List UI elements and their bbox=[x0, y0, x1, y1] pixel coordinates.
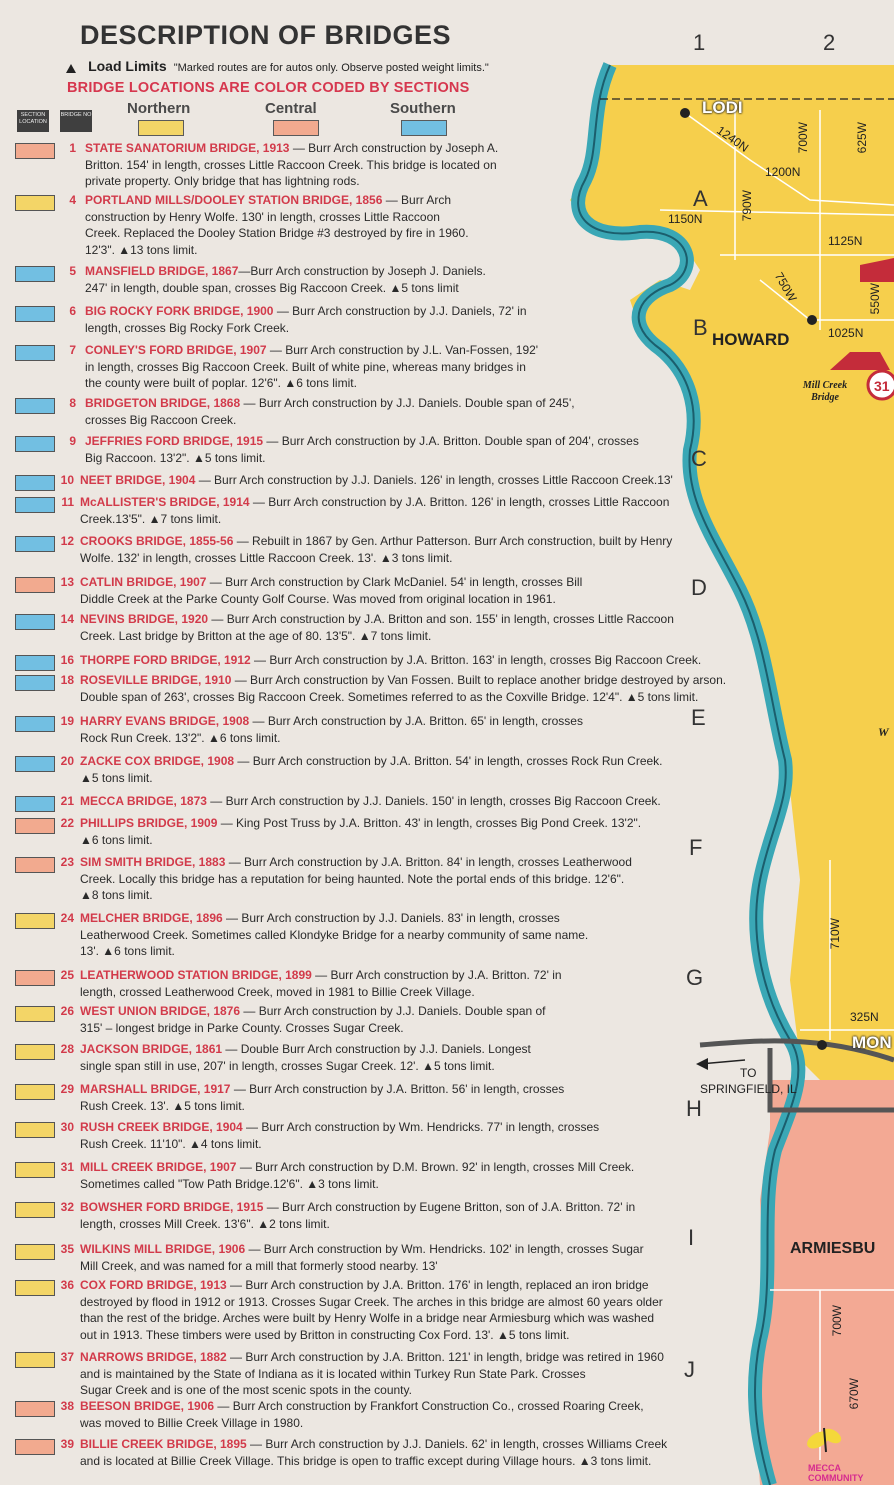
bridge-description bbox=[80, 1349, 664, 1399]
description-line bbox=[85, 263, 486, 280]
bridge-description bbox=[80, 611, 674, 644]
bridge-number: 38 bbox=[60, 1399, 74, 1413]
bridge-number: 4 bbox=[69, 193, 76, 207]
description-line: Double span of 263', crosses Big Raccoon Creek. Sometimes referred to as the Coxville Bridge. 12'4". ▲5 tons limit. bbox=[80, 689, 699, 704]
map-row-A: A bbox=[693, 186, 708, 211]
section-color-swatch bbox=[15, 577, 55, 593]
section-color-swatch bbox=[15, 1084, 55, 1100]
section-color-swatch bbox=[15, 1044, 55, 1060]
bridge-name: ZACKE COX BRIDGE, 1908 bbox=[80, 754, 235, 768]
description-line bbox=[85, 140, 498, 157]
bridge-name: WILKINS MILL BRIDGE, 1906 bbox=[80, 1242, 246, 1256]
legend-southern-swatch bbox=[401, 120, 447, 136]
road-label: 1125N bbox=[828, 234, 863, 248]
description-line: length, crosses Big Rocky Fork Creek. bbox=[85, 320, 290, 335]
description-line bbox=[85, 433, 639, 450]
bridge-number: 8 bbox=[69, 396, 76, 410]
section-color-swatch bbox=[15, 1280, 55, 1296]
description-text: — Burr Arch construction by J.J. Daniels, 72' in bbox=[273, 304, 527, 318]
description-line bbox=[80, 494, 669, 511]
description-line: single span still in use, 207' in length, crosses Sugar Creek. 12'. ▲5 tons limit. bbox=[80, 1058, 495, 1073]
road-label: 1150N bbox=[668, 212, 703, 226]
road-label: 700W bbox=[830, 1305, 844, 1337]
bridge-description bbox=[85, 342, 538, 392]
description-line: Rush Creek. 13'. ▲5 tons limit. bbox=[80, 1098, 245, 1113]
bridge-name: COX FORD BRIDGE, 1913 bbox=[80, 1278, 227, 1292]
legend-central-label: Central bbox=[265, 100, 317, 117]
road-label: 1025N bbox=[828, 326, 864, 340]
section-color-swatch bbox=[15, 796, 55, 812]
description-line bbox=[85, 342, 538, 359]
description-text: — Burr Arch construction by J.J. Daniels. 126' in length, crosses Little Raccoon Creek.13' bbox=[195, 473, 673, 487]
description-line bbox=[80, 815, 641, 832]
section-color-swatch bbox=[15, 1244, 55, 1260]
description-line bbox=[80, 533, 672, 550]
description-line: Wolfe. 132' in length, crosses Little Raccoon Creek. 13'. ▲3 tons limit. bbox=[80, 550, 453, 565]
bridge-number: 13 bbox=[60, 575, 74, 589]
bridge-number: 7 bbox=[69, 343, 76, 357]
bridge-description bbox=[80, 1159, 634, 1192]
bridge-number: 11 bbox=[61, 495, 74, 509]
bridge-name: BRIDGETON BRIDGE, 1868 bbox=[85, 396, 241, 410]
route-31-shield: 31 bbox=[874, 378, 890, 394]
description-line: length, crossed Leatherwood Creek, moved in 1981 to Billie Creek Village. bbox=[80, 984, 475, 999]
bridge-name: THORPE FORD BRIDGE, 1912 bbox=[80, 653, 251, 667]
description-text: — Burr Arch construction by J.A. Britton. 54' in length, crosses Rock Run Creek. bbox=[234, 754, 663, 768]
legend-southern-label: Southern bbox=[390, 100, 456, 117]
bridge-number: 36 bbox=[60, 1278, 74, 1292]
bridge-description bbox=[80, 672, 726, 705]
description-text: — Rebuilt in 1867 by Gen. Arthur Patterson. Burr Arch construction, built by Henry bbox=[233, 534, 673, 548]
bridge-number: 1 bbox=[69, 141, 76, 155]
bridge-name: NARROWS BRIDGE, 1882 bbox=[80, 1350, 227, 1364]
bridge-name: JEFFRIES FORD BRIDGE, 1915 bbox=[85, 434, 264, 448]
town-howard: HOWARD bbox=[712, 330, 790, 349]
description-line: ▲6 tons limit. bbox=[80, 832, 153, 847]
description-line bbox=[80, 1436, 667, 1453]
section-color-swatch bbox=[15, 143, 55, 159]
description-line: Big Raccoon. 13'2". ▲5 tons limit. bbox=[85, 450, 266, 465]
section-color-swatch bbox=[15, 1162, 55, 1178]
description-line: 247' in length, double span, crosses Big Raccoon Creek. ▲5 tons limit bbox=[85, 280, 459, 295]
bridge-name: HARRY EVANS BRIDGE, 1908 bbox=[80, 714, 250, 728]
description-text: — Burr Arch construction by J.J. Daniels. 83' in length, crosses bbox=[222, 911, 560, 925]
bridge-name: BIG ROCKY FORK BRIDGE, 1900 bbox=[85, 304, 274, 318]
description-text: — Burr Arch construction by J.J. Daniels. 150' in length, crosses Big Raccoon Creek. bbox=[206, 794, 661, 808]
description-line bbox=[85, 395, 575, 412]
description-line: ▲8 tons limit. bbox=[80, 888, 153, 902]
map-row-C: C bbox=[691, 446, 707, 471]
section-color-swatch bbox=[15, 306, 55, 322]
bridge-number: 35 bbox=[60, 1242, 74, 1256]
section-color-swatch bbox=[15, 716, 55, 732]
description-text: — Burr Arch construction by J.A. Britton. 176' in length, replaced an iron bridge bbox=[226, 1278, 649, 1292]
to-label: TO bbox=[740, 1066, 757, 1080]
legend-northern-label: Northern bbox=[127, 100, 191, 117]
bridge-name: RUSH CREEK BRIDGE, 1904 bbox=[80, 1120, 243, 1134]
bridge-description bbox=[80, 494, 669, 527]
bridge-description bbox=[85, 263, 486, 296]
description-line bbox=[80, 753, 663, 770]
bridge-number: 10 bbox=[60, 473, 74, 487]
bridge-number: 29 bbox=[60, 1082, 74, 1096]
map-row-H: H bbox=[686, 1096, 702, 1121]
description-line bbox=[80, 1119, 599, 1136]
section-color-swatch bbox=[15, 475, 55, 491]
bridge-name: CROOKS BRIDGE, 1855-56 bbox=[80, 534, 234, 548]
bridge-name: MELCHER BRIDGE, 1896 bbox=[80, 911, 223, 925]
section-color-swatch bbox=[15, 1006, 55, 1022]
bridge-description bbox=[80, 854, 632, 904]
bridge-name: BILLIE CREEK BRIDGE, 1895 bbox=[80, 1437, 247, 1451]
description-text: — Burr Arch construction by D.M. Brown. 92' in length, crosses Mill Creek. bbox=[236, 1160, 635, 1174]
section-color-swatch bbox=[15, 1439, 55, 1455]
road-label: 550W bbox=[868, 283, 882, 315]
bridge-number: 25 bbox=[60, 968, 74, 982]
bridge-name: BEESON BRIDGE, 1906 bbox=[80, 1399, 215, 1413]
description-text: — Burr Arch construction by J.J. Daniels. Double span of bbox=[240, 1004, 546, 1018]
bridge-name: MILL CREEK BRIDGE, 1907 bbox=[80, 1160, 237, 1174]
description-line: Diddle Creek at the Parke County Golf Course. Was moved from original location in 1961. bbox=[80, 591, 556, 606]
description-line: construction by Henry Wolfe. 130' in length, crosses Little Raccoon bbox=[85, 209, 440, 224]
description-line: Sugar Creek and is one of the most scenic spots in the county. bbox=[80, 1383, 412, 1397]
description-text: — Burr Arch construction by J.L. Van-Fossen, 192' bbox=[266, 343, 539, 357]
description-line: Leatherwood Creek. Sometimes called Klondyke Bridge for a nearby community of same name. bbox=[80, 927, 589, 942]
map-column-2: 2 bbox=[823, 30, 836, 55]
bridge-name: WEST UNION BRIDGE, 1876 bbox=[80, 1004, 241, 1018]
map-row-J: J bbox=[684, 1357, 695, 1382]
description-line bbox=[80, 652, 701, 669]
road-label: 1200N bbox=[765, 165, 801, 179]
section-color-swatch bbox=[15, 756, 55, 772]
description-line bbox=[85, 303, 527, 320]
bridge-description bbox=[85, 395, 575, 428]
section-color-swatch bbox=[15, 857, 55, 873]
description-line bbox=[80, 1277, 663, 1294]
section-color-swatch bbox=[15, 675, 55, 691]
section-color-swatch bbox=[15, 1401, 55, 1417]
bridge-description bbox=[80, 1081, 564, 1114]
bridge-description bbox=[80, 1277, 663, 1343]
bridge-name: ROSEVILLE BRIDGE, 1910 bbox=[80, 673, 232, 687]
bridge-name: PHILLIPS BRIDGE, 1909 bbox=[80, 816, 218, 830]
section-color-swatch bbox=[15, 266, 55, 282]
town-lodi: LODI bbox=[702, 98, 743, 117]
description-line bbox=[80, 1398, 644, 1415]
bridge-number: 21 bbox=[60, 794, 74, 808]
load-limits-row bbox=[66, 58, 489, 74]
bridge-description bbox=[80, 1199, 635, 1232]
legend-northern-swatch bbox=[138, 120, 184, 136]
description-line: out in 1913. These timbers were used by Britton in constructing Cox Ford. 13'. ▲5 tons limit. bbox=[80, 1327, 570, 1342]
legend-central-swatch bbox=[273, 120, 319, 136]
description-text: —Burr Arch construction by Joseph J. Daniels. bbox=[238, 264, 486, 278]
bridge-number: 24 bbox=[60, 911, 74, 925]
bridge-description bbox=[80, 1003, 546, 1036]
road-label: 750W bbox=[771, 269, 800, 305]
bridge-name: MANSFIELD BRIDGE, 1867 bbox=[85, 264, 239, 278]
description-line bbox=[80, 672, 726, 689]
description-line: private property. Only bridge that has lightning rods. bbox=[85, 174, 360, 188]
description-line: Britton. 154' in length, crosses Little Raccoon Creek. This bridge is located on bbox=[85, 157, 497, 172]
description-text: — Burr Arch construction by Wm. Hendricks. 102' in length, crosses Sugar bbox=[245, 1242, 644, 1256]
bridge-name: CATLIN BRIDGE, 1907 bbox=[80, 575, 207, 589]
description-line: 315' – longest bridge in Parke County. Crosses Sugar Creek. bbox=[80, 1020, 404, 1035]
bridge-description bbox=[80, 815, 641, 848]
bridge-name: STATE SANATORIUM BRIDGE, 1913 bbox=[85, 141, 290, 155]
mecca-community-label: MECCA COMMUNITY bbox=[808, 1463, 864, 1483]
we-label: W bbox=[878, 725, 889, 739]
town-montezuma: MON bbox=[852, 1033, 892, 1052]
section-color-swatch bbox=[15, 436, 55, 452]
bridge-number: 14 bbox=[60, 612, 74, 626]
description-line bbox=[80, 910, 588, 927]
bridge-number: 12 bbox=[60, 534, 74, 548]
load-limits-note: "Marked routes are for autos only. Observe posted weight limits." bbox=[173, 62, 489, 74]
description-line bbox=[80, 793, 661, 810]
color-code-heading: BRIDGE LOCATIONS ARE COLOR CODED BY SECTIONS bbox=[67, 80, 470, 96]
description-line: ▲5 tons limit. bbox=[80, 770, 153, 785]
bridge-description bbox=[80, 574, 582, 607]
description-line bbox=[85, 192, 469, 209]
bridge-name: McALLISTER'S BRIDGE, 1914 bbox=[80, 495, 250, 509]
description-line: Mill Creek, and was named for a mill that formerly stood nearby. 13' bbox=[80, 1258, 438, 1273]
map-row-G: G bbox=[686, 965, 704, 990]
description-line: destroyed by flood in 1912 or 1913. Crosses Sugar Creek. The arches in this bridge are almost 60 years older bbox=[80, 1294, 663, 1309]
description-line bbox=[80, 574, 582, 591]
bridge-description bbox=[80, 967, 562, 1000]
bridge-number: 37 bbox=[60, 1350, 74, 1364]
bridge-description bbox=[80, 1119, 599, 1152]
description-line: and is located at Billie Creek Village. This bridge is open to traffic except during Village hours. ▲3 tons limit. bbox=[80, 1453, 652, 1468]
description-line: Creek. Replaced the Dooley Station Bridge #3 destroyed by fire in 1960. bbox=[85, 226, 469, 240]
description-line: Rock Run Creek. 13'2". ▲6 tons limit. bbox=[80, 730, 281, 745]
bridge-number: 19 bbox=[60, 714, 74, 728]
road-label: 625W bbox=[855, 122, 869, 154]
description-line: crosses Big Raccoon Creek. bbox=[85, 412, 237, 427]
bridge-description bbox=[85, 192, 469, 258]
description-line: length, crosses Mill Creek. 13'6". ▲2 tons limit. bbox=[80, 1216, 330, 1231]
section-color-swatch bbox=[15, 398, 55, 414]
bridge-number: 6 bbox=[69, 304, 76, 318]
bridge-description bbox=[80, 713, 583, 746]
section-color-swatch bbox=[15, 655, 55, 671]
bridge-description bbox=[80, 1436, 667, 1469]
description-line bbox=[80, 854, 632, 871]
description-line: Creek.13'5". ▲7 tons limit. bbox=[80, 511, 222, 526]
description-line bbox=[80, 1041, 531, 1058]
bridge-name: MARSHALL BRIDGE, 1917 bbox=[80, 1082, 231, 1096]
bridge-description bbox=[85, 303, 527, 336]
description-text: — Burr Arch construction by Clark McDaniel. 54' in length, crosses Bill bbox=[206, 575, 583, 589]
road-label: 325N bbox=[850, 1010, 879, 1024]
bridge-description bbox=[80, 1398, 644, 1431]
description-text: — Burr Arch bbox=[382, 193, 452, 207]
description-text: — Burr Arch construction by J.J. Daniels. Double span of 245', bbox=[240, 396, 575, 410]
description-text: — Burr Arch construction by Wm. Hendricks. 77' in length, crosses bbox=[242, 1120, 600, 1134]
description-text: — King Post Truss by J.A. Britton. 43' in length, crosses Big Pond Creek. 13'2". bbox=[217, 816, 642, 830]
bridge-number: 32 bbox=[60, 1200, 74, 1214]
description-text: — Double Burr Arch construction by J.J. Daniels. Longest bbox=[222, 1042, 531, 1056]
bridge-description bbox=[80, 533, 672, 566]
section-location-header: SECTION LOCATION bbox=[17, 110, 49, 132]
bridge-name: NEET BRIDGE, 1904 bbox=[80, 473, 196, 487]
description-text: — Burr Arch construction by J.J. Daniels. 62' in length, crosses Williams Creek bbox=[246, 1437, 668, 1451]
description-text: — Burr Arch construction by J.A. Britton. 121' in length, bridge was retired in 1960 bbox=[226, 1350, 664, 1364]
description-line bbox=[80, 1159, 634, 1176]
description-text: — Burr Arch construction by J.A. Britton. 126' in length, crosses Little Raccoon bbox=[249, 495, 670, 509]
map-row-F: F bbox=[689, 835, 703, 860]
bridge-number: 18 bbox=[60, 673, 74, 687]
description-line bbox=[80, 1081, 564, 1098]
description-line bbox=[80, 1349, 664, 1366]
bridge-no-header: BRIDGE NO bbox=[60, 110, 92, 132]
description-line bbox=[80, 713, 583, 730]
description-line: was moved to Billie Creek Village in 1980. bbox=[80, 1415, 304, 1430]
road-label: 710W bbox=[828, 918, 842, 950]
load-limits-label: Load Limits bbox=[88, 58, 167, 74]
map-row-I: I bbox=[688, 1225, 695, 1250]
bridge-number: 9 bbox=[69, 434, 76, 448]
description-line: and is maintained by the State of Indiana as it is located within Turkey Run State Park. Crosses bbox=[80, 1366, 586, 1381]
road-label: 700W bbox=[796, 122, 810, 154]
description-line: Rush Creek. 11'10". ▲4 tons limit. bbox=[80, 1136, 262, 1151]
bridge-number: 39 bbox=[60, 1437, 74, 1451]
description-text: — Burr Arch construction by J.A. Britton. 163' in length, crosses Big Raccoon Creek. bbox=[250, 653, 702, 667]
description-text: — Burr Arch construction by Frankfort Construction Co., crossed Roaring Creek, bbox=[214, 1399, 644, 1413]
bridge-name: MECCA BRIDGE, 1873 bbox=[80, 794, 207, 808]
bridge-number: 28 bbox=[60, 1042, 74, 1056]
description-text: — Burr Arch construction by J.A. Britton. 72' in bbox=[311, 968, 562, 982]
map-column-1: 1 bbox=[693, 30, 706, 55]
bridge-description bbox=[80, 1241, 644, 1274]
section-color-swatch bbox=[15, 1352, 55, 1368]
description-text: — Burr Arch construction by Eugene Britton, son of J.A. Britton. 72' in bbox=[263, 1200, 636, 1214]
map-row-B: B bbox=[693, 315, 708, 340]
bridge-description bbox=[80, 1041, 531, 1074]
bridge-number: 16 bbox=[60, 653, 74, 667]
section-color-swatch bbox=[15, 970, 55, 986]
description-text: — Burr Arch construction by J.A. Britton. Double span of 204', crosses bbox=[263, 434, 639, 448]
bridge-name: NEVINS BRIDGE, 1920 bbox=[80, 612, 209, 626]
road-label: 790W bbox=[740, 190, 754, 222]
bridge-number: 26 bbox=[60, 1004, 74, 1018]
description-text: — Burr Arch construction by J.A. Britton. 84' in length, crosses Leatherwood bbox=[225, 855, 632, 869]
description-line: in length, crosses Big Raccoon Creek. Built of white pine, whereas many bridges in bbox=[85, 359, 526, 374]
bridge-description bbox=[80, 910, 588, 960]
description-line: Creek. Locally this bridge has a reputation for being haunted. Note the portal ends of this bridge. 12'6". bbox=[80, 871, 625, 886]
bridge-name: SIM SMITH BRIDGE, 1883 bbox=[80, 855, 226, 869]
description-line bbox=[80, 1241, 644, 1258]
section-color-swatch bbox=[15, 1122, 55, 1138]
load-limit-triangle-icon bbox=[66, 64, 76, 73]
road-label: 1240N bbox=[714, 123, 752, 155]
bridge-number: 31 bbox=[60, 1160, 74, 1174]
bridge-number: 20 bbox=[60, 754, 74, 768]
description-line: 13'. ▲6 tons limit. bbox=[80, 944, 175, 958]
section-color-swatch bbox=[15, 536, 55, 552]
section-color-swatch bbox=[15, 1202, 55, 1218]
description-line: than the rest of the bridge. Arches were built by Henry Wolfe in a bridge near Armiesburg which was washed bbox=[80, 1311, 655, 1325]
section-color-swatch bbox=[15, 195, 55, 211]
bridge-description bbox=[80, 472, 673, 489]
road-label: 670W bbox=[847, 1378, 861, 1410]
section-color-swatch bbox=[15, 497, 55, 513]
bridge-name: CONLEY'S FORD BRIDGE, 1907 bbox=[85, 343, 267, 357]
bridge-name: JACKSON BRIDGE, 1861 bbox=[80, 1042, 223, 1056]
description-text: — Burr Arch construction by J.A. Britton and son. 155' in length, crosses Little Raccoon bbox=[208, 612, 674, 626]
description-text: — Burr Arch construction by Joseph A. bbox=[289, 141, 499, 155]
map-row-D: D bbox=[691, 575, 707, 600]
bridge-description bbox=[80, 753, 663, 786]
description-line: the county were built of poplar. 12'6". ▲6 tons limit. bbox=[85, 376, 357, 390]
page-title: DESCRIPTION OF BRIDGES bbox=[80, 20, 452, 50]
town-armiesburg: ARMIESBU bbox=[790, 1240, 876, 1257]
description-line bbox=[80, 967, 562, 984]
section-color-swatch bbox=[15, 345, 55, 361]
map-row-E: E bbox=[691, 705, 706, 730]
section-color-swatch bbox=[15, 614, 55, 630]
description-line: 12'3". ▲13 tons limit. bbox=[85, 242, 198, 257]
bridge-description bbox=[85, 140, 498, 190]
bridge-description bbox=[80, 652, 701, 669]
bridge-number: 5 bbox=[69, 264, 76, 278]
description-line: Creek. Last bridge by Britton at the age of 80. 13'5". ▲7 tons limit. bbox=[80, 628, 432, 643]
description-line bbox=[80, 472, 673, 489]
description-text: — Burr Arch construction by Van Fossen. Built to replace another bridge destroyed by arson. bbox=[231, 673, 727, 687]
bridge-description bbox=[85, 433, 639, 466]
description-line bbox=[80, 611, 674, 628]
description-text: — Burr Arch construction by J.A. Britton. 65' in length, crosses bbox=[249, 714, 583, 728]
bridge-description bbox=[80, 793, 661, 810]
springfield-label: SPRINGFIELD, IL bbox=[700, 1082, 797, 1096]
description-line: Sometimes called "Tow Path Bridge.12'6". ▲3 tons limit. bbox=[80, 1176, 379, 1191]
description-line bbox=[80, 1003, 546, 1020]
section-color-swatch bbox=[15, 818, 55, 834]
bridge-name: BOWSHER FORD BRIDGE, 1915 bbox=[80, 1200, 264, 1214]
mill-creek-bridge-label: Mill Creek Bridge bbox=[802, 380, 848, 403]
bridge-number: 23 bbox=[60, 855, 74, 869]
bridge-name: LEATHERWOOD STATION BRIDGE, 1899 bbox=[80, 968, 312, 982]
description-text: — Burr Arch construction by J.A. Britton. 56' in length, crosses bbox=[230, 1082, 565, 1096]
bridge-number: 30 bbox=[60, 1120, 74, 1134]
bridge-name: PORTLAND MILLS/DOOLEY STATION BRIDGE, 1856 bbox=[85, 193, 383, 207]
description-line bbox=[80, 1199, 635, 1216]
section-color-swatch bbox=[15, 913, 55, 929]
bridge-number: 22 bbox=[60, 816, 74, 830]
